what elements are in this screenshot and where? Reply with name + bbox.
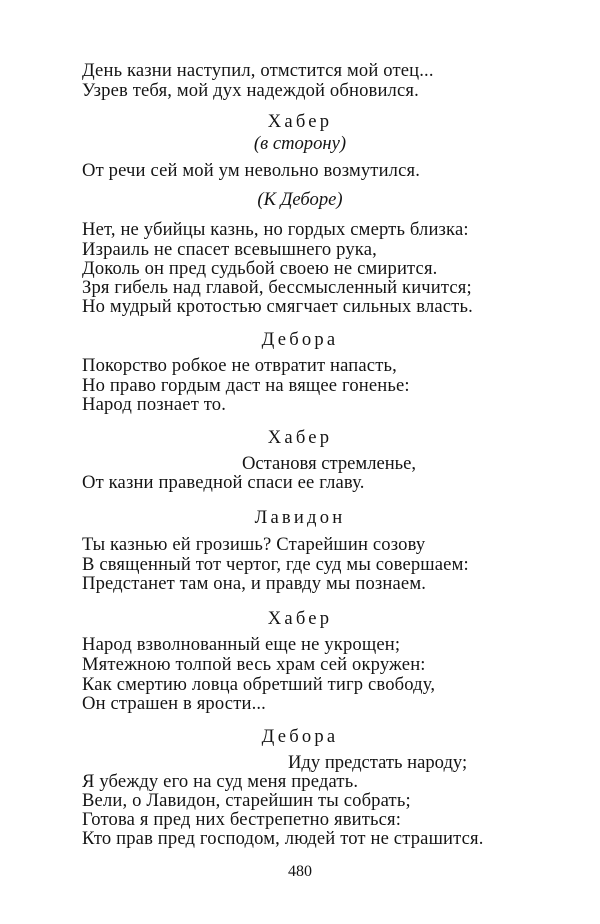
verse-line: Нет, не убийцы казнь, но гордых смерть близка: (82, 219, 469, 240)
verse-line: Но право гордым даст на вящее гоненье: (82, 375, 410, 396)
speaker-name: Хабер (267, 608, 333, 629)
verse-line: Кто прав пред господом, людей тот не страшится. (82, 828, 484, 849)
verse-line: Зря гибель над главой, бессмысленный кичится; (82, 277, 472, 298)
verse-line: Вели, о Лавидон, старейшин ты собрать; (82, 790, 411, 811)
verse-line: Покорство робкое не отвратит напасть, (82, 355, 397, 376)
verse-line: Народ познает то. (82, 394, 227, 415)
speaker-name: Дебора (261, 329, 339, 350)
verse-line: Ты казнью ей грозишь? Старейшин созову (82, 534, 426, 555)
verse-line: День казни наступил, отмстится мой отец... (82, 60, 434, 81)
stage-direction: (К Деборе) (257, 189, 343, 210)
verse-continuation: Остановя стремленье, (242, 453, 417, 474)
verse-line: Доколь он пред судьбой своею не смирится. (82, 258, 438, 279)
verse-line: От речи сей мой ум невольно возмутился. (82, 160, 421, 181)
verse-line: Как смертию ловца обретший тигр свободу, (82, 674, 436, 695)
verse-continuation: Иду предстать народу; (288, 752, 468, 773)
speaker-name: Хабер (267, 111, 333, 132)
verse-line: Предстанет там она, и правду мы познаем. (82, 573, 427, 594)
verse-line: Но мудрый кротостью смягчает сильных власть. (82, 296, 473, 317)
verse-line: Я убежду его на суд меня предать. (82, 771, 359, 792)
page-number: 480 (288, 863, 312, 880)
verse-line: Он страшен в ярости... (82, 693, 266, 714)
verse-line: Израиль не спасет всевышнего рука, (82, 239, 377, 260)
verse-line: Народ взволнованный еще не укрощен; (82, 634, 401, 655)
verse-line: Мятежною толпой весь храм сей окружен: (82, 654, 426, 675)
stage-direction: (в сторону) (253, 133, 347, 154)
verse-line: От казни праведной спаси ее главу. (82, 472, 365, 493)
speaker-name: Дебора (261, 726, 339, 747)
verse-line: Узрев тебя, мой дух надеждой обновился. (82, 80, 419, 101)
speaker-name: Лавидон (254, 507, 346, 528)
speaker-name: Хабер (267, 427, 333, 448)
verse-line: В священный тот чертог, где суд мы совершаем: (82, 554, 469, 575)
verse-line: Готова я пред них бестрепетно явиться: (82, 809, 402, 830)
